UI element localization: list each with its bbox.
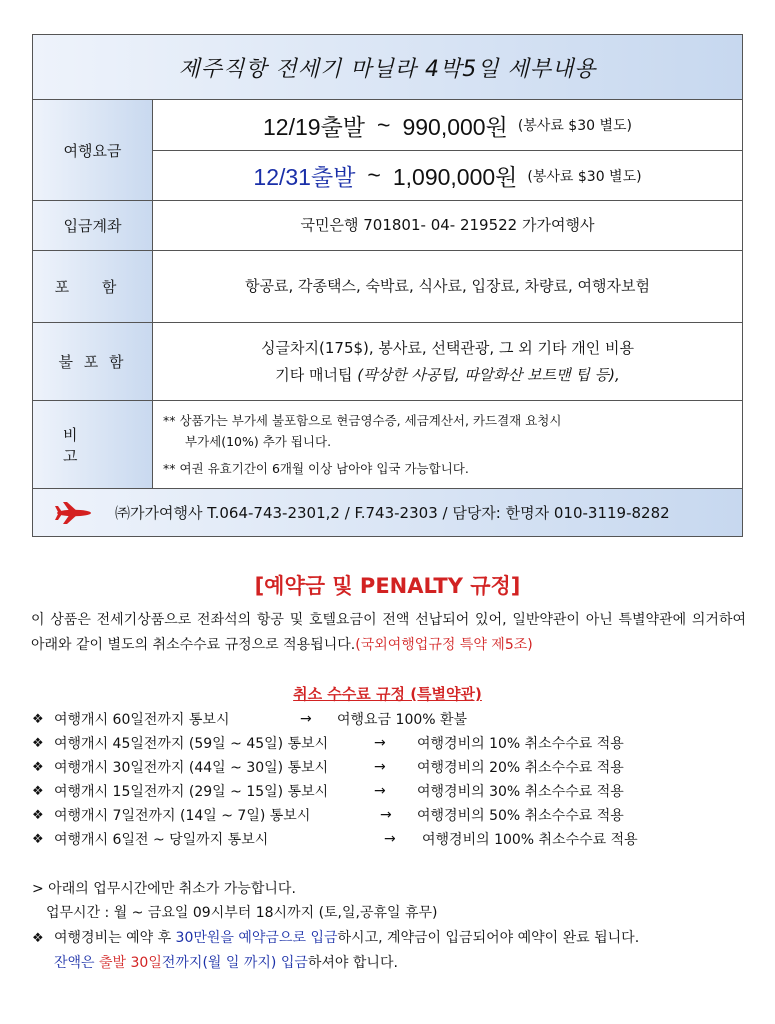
diamond-bullet-icon: ❖ — [32, 831, 44, 847]
deposit-line-1 — [32, 926, 752, 951]
balance-text-end: 하셔야 합니다. — [307, 955, 398, 971]
rule-item — [32, 707, 752, 731]
cancel-rules — [32, 707, 752, 851]
penalty-intro — [31, 608, 746, 658]
business-hours — [32, 877, 438, 925]
cancel-fee-title: 취소 수수료 규정 (특별약관) — [293, 685, 482, 703]
remark-note-1b: 부가세(10%) 추가 됩니다. — [185, 434, 332, 449]
price-2-amount: 1,090,000원 — [392, 164, 518, 190]
price-1-date: 12/19출발 — [263, 113, 366, 140]
hours-detail: 업무시간 : 월 ~ 금요일 09시부터 18시까지 (토,일,공휴일 휴무) — [46, 905, 438, 921]
title-row — [33, 35, 742, 99]
rule-item — [32, 731, 752, 755]
remark-note-2: ** 여권 유효기간이 6개월 이상 남아야 입국 가능합니다. — [163, 461, 469, 476]
arrow-icon: → — [374, 783, 386, 799]
arrow-icon: → — [380, 807, 392, 823]
fee-row — [33, 99, 742, 200]
remark-note-1a: ** 상품가는 부가세 불포함으로 현금영수증, 세금계산서, 카드결재 요청시 — [163, 413, 562, 428]
account-row — [33, 200, 742, 250]
fee-label: 여행요금 — [33, 100, 153, 200]
exclude-value — [153, 323, 742, 400]
deposit-text-1: 여행경비는 예약 후 — [54, 930, 176, 946]
rule-result: 여행요금 100% 환불 — [337, 712, 468, 728]
rule-result: 여행경비의 10% 취소수수료 적용 — [417, 736, 624, 752]
price-2-sep: ~ — [367, 162, 381, 188]
include-row — [33, 250, 742, 322]
page-title: 제주직항 전세기 마닐라 4박5일 세부내용 — [178, 56, 597, 82]
detail-table — [32, 34, 743, 537]
price-line-1 — [153, 100, 742, 150]
balance-deadline: 출발 30일 — [99, 955, 162, 971]
remark-value — [153, 401, 742, 488]
price-2-date: 12/31출발 — [253, 164, 356, 190]
exclude-line-2-italic: (팍상한 사공팁, 따알화산 보트맨 팁 등), — [357, 365, 620, 384]
remark-row — [33, 400, 742, 488]
rule-result: 여행경비의 30% 취소수수료 적용 — [417, 784, 624, 800]
price-line-2 — [153, 150, 742, 200]
balance-text: 전까지(월 일 까지) 입금 — [161, 955, 308, 971]
penalty-intro-text: 이 상품은 전세기상품으로 전좌석의 항공 및 호텔요금이 전액 선납되어 있어, 일반약관이 아닌 특별약관에 의거하여 아래와 같이 별도의 취소수수료 규정으로 적용됩니다. — [31, 612, 746, 653]
balance-label: 잔액은 — [54, 955, 100, 971]
rule-item — [32, 779, 752, 803]
diamond-bullet-icon: ❖ — [32, 711, 44, 727]
airplane-icon — [53, 501, 95, 525]
rule-condition: 여행개시 6일전 ~ 당일까지 통보시 — [54, 832, 269, 848]
account-label: 입금계좌 — [33, 201, 153, 250]
rule-condition: 여행개시 60일전까지 통보시 — [54, 712, 230, 728]
arrow-icon: → — [384, 831, 396, 847]
rule-condition: 여행개시 7일전까지 (14일 ~ 7일) 통보시 — [54, 808, 311, 824]
rule-item — [32, 803, 752, 827]
footer-row — [33, 488, 742, 536]
rule-condition: 여행개시 30일전까지 (44일 ~ 30일) 통보시 — [54, 760, 329, 776]
price-1-note: (봉사료 $30 별도) — [517, 118, 632, 134]
diamond-bullet-icon: ❖ — [32, 807, 44, 823]
rule-item — [32, 827, 752, 851]
rule-item — [32, 755, 752, 779]
rule-result: 여행경비의 100% 취소수수료 적용 — [422, 832, 638, 848]
diamond-bullet-icon: ❖ — [32, 759, 44, 775]
exclude-row — [33, 322, 742, 400]
deposit-line-2 — [32, 951, 752, 976]
arrow-icon: → — [300, 711, 312, 727]
price-1-amount: 990,000원 — [402, 113, 508, 140]
exclude-line-2 — [153, 362, 742, 389]
exclude-line-2-prefix: 기타 매너팁 — [275, 365, 358, 384]
remark-label: 비 고 — [33, 401, 153, 488]
rule-result: 여행경비의 20% 취소수수료 적용 — [417, 760, 624, 776]
rule-condition: 여행개시 15일전까지 (29일 ~ 15일) 통보시 — [54, 784, 329, 800]
arrow-icon: → — [374, 759, 386, 775]
deposit-amount: 30만원을 예약금으로 입금 — [175, 930, 338, 946]
include-label: 포 함 — [33, 251, 153, 322]
rule-condition: 여행개시 45일전까지 (59일 ~ 45일) 통보시 — [54, 736, 329, 752]
rule-result: 여행경비의 50% 취소수수료 적용 — [417, 808, 624, 824]
include-value: 항공료, 각종택스, 숙박료, 식사료, 입장료, 차량료, 여행자보험 — [245, 277, 650, 295]
arrow-icon: → — [374, 735, 386, 751]
account-value: 국민은행 701801- 04- 219522 가가여행사 — [300, 216, 595, 234]
hours-notice: > 아래의 업무시간에만 취소가 가능합니다. — [32, 881, 296, 897]
exclude-line-1: 싱글차지(175$), 봉사료, 선택관광, 그 외 기타 개인 비용 — [261, 338, 634, 357]
price-2-note: (봉사료 $30 별도) — [527, 168, 642, 185]
diamond-bullet-icon: ❖ — [32, 735, 44, 751]
fee-values — [153, 100, 742, 200]
penalty-title: [예약금 및 PENALTY 규정] — [254, 574, 521, 598]
company-contact: ㈜가가여행사 T.064-743-2301,2 / F.743-2303 / 담당자: 한명자 010-3119-8282 — [115, 504, 670, 522]
price-1-sep: ~ — [377, 111, 391, 138]
diamond-bullet-icon: ❖ — [32, 783, 44, 799]
penalty-intro-ref: (국외여행업규정 특약 제5조) — [355, 637, 533, 653]
diamond-bullet-icon: ❖ — [32, 931, 44, 946]
deposit-notice — [32, 926, 752, 976]
exclude-label: 불 포 함 — [33, 323, 153, 400]
deposit-text-2: 하시고, 계약금이 입금되어야 예약이 완료 됩니다. — [337, 930, 640, 946]
